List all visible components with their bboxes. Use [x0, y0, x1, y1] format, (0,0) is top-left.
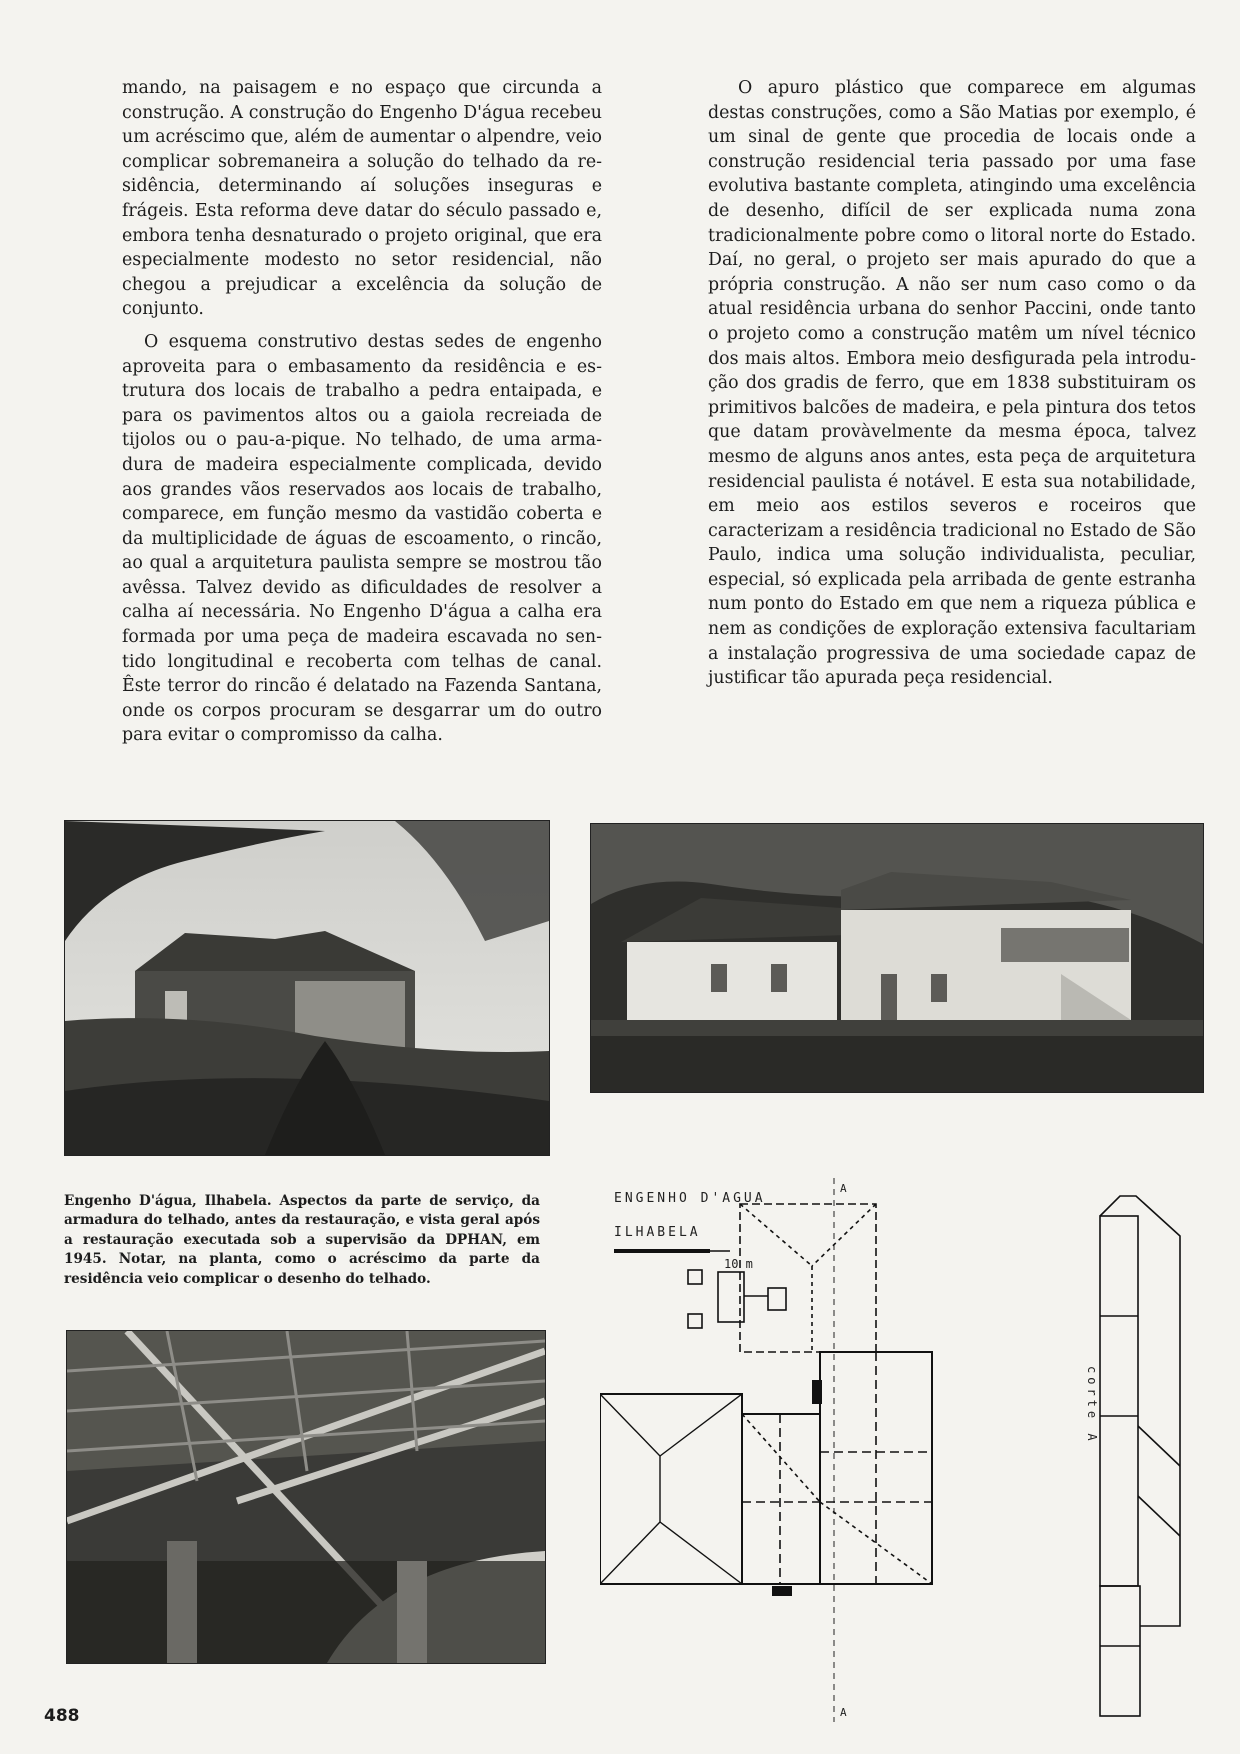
paragraph: mando, na paisagem e no espaço que circunda a construção. A construção do Engenho D'água recebeu um acréscimo que, além de aumentar o alpendre, veio complicar sobremaneira a solução do telhado da residência, determinando aí soluções inseguras e frágeis. Esta reforma deve datar do século passado e, embora tenha desnaturado o projeto original, que era especialmente modesto no setor residencial, não chegou a prejudicar a excelência da solução de conjunto. [122, 78, 602, 320]
section-drawing [1080, 1176, 1200, 1722]
photo-service-area [64, 820, 550, 1156]
plan-title: ENGENHO D'AGUA [614, 1191, 766, 1206]
photo-roof-framing-image [67, 1331, 545, 1663]
section-mark-top: A [840, 1182, 847, 1195]
photo-general-view-image [591, 824, 1203, 1092]
floor-plan [600, 1176, 1050, 1722]
left-text-column [122, 76, 602, 756]
floor-plan-drawing [600, 1176, 1050, 1722]
section-mark-bottom: A [840, 1706, 847, 1719]
paragraph: O esquema construtivo destas sedes de engenho aproveita para o embasamento da residência e estrutura dos locais de trabalho a pedra entaipada, e para os pavimentos altos ou a gaiola recreiada de tijolos ou o pau-a-pique. No telhado, de uma armadura de madeira especialmente complicada, devido aos grandes vãos reservados aos locais de trabalho, comparece, em função mesmo da vastidão coberta e da multiplicidade de águas de escoamento, o rincão, ao qual a arquitetura paulista sempre se mostrou tão avêssa. Talvez devido as dificuldades de resolver a calha aí necessária. No Engenho D'água a calha era formada por uma peça de madeira escavada no sentido longitudinal e recoberta com telhas de canal. Êste terror do rincão é delatado na Fazenda Santana, onde os corpos procuram se desgarrar um do outro para evitar o compromisso da calha. [122, 331, 602, 746]
paragraph: O apuro plástico que comparece em algumas destas construções, como a São Matias por exemplo, é um sinal de gente que procedia de locais onde a construção residencial teria passado por uma fase evolutiva bastante completa, atingindo uma excelência de desenho, difícil de ser explicada numa zona tradicionalmente pobre como o litoral norte do Estado. Daí, no geral, o projeto ser mais apurado do que a própria construção. A não ser num caso como o da atual residência urbana do senhor Paccini, onde tanto o projeto como a construção matêm um nível técnico dos mais altos. Embora meio desfigurada pela introdução dos gradis de ferro, que em 1838 substituiram os primitivos balcões de madeira, e pela pintura dos tetos que datam provàvelmente da mesma época, talvez mesmo de alguns anos antes, esta peça de arquitetura residencial paulista é notável. E esta sua notabilidade, em meio aos estilos severos e roceiros que caracterizam a residência tradicional no Estado de São Paulo, indica uma solução individualista, peculiar, especial, só explicada pela arribada de gente estranha num ponto do Estado em que nem a riqueza pública e nem as condições de exploração extensiva facultariam a instalação progressiva de uma sociedade capaz de justificar tão apurada peça residencial. [708, 78, 1196, 689]
right-text-column [708, 76, 1196, 699]
section-label: corte A [1085, 1366, 1099, 1445]
photo-service-area-image [65, 821, 549, 1155]
page-number: 488 [44, 1706, 80, 1726]
section-a-drawing [1080, 1176, 1200, 1722]
scale-label: 10 m [724, 1257, 753, 1271]
figure-caption: Engenho D'água, Ilhabela. Aspectos da parte de serviço, da armadura do telhado, antes da restauração, e vista geral após a restauração executada sob a supervisão da DPHAN, em 1945. Notar, na planta, como o acréscimo da parte da residência veio complicar o desenho do telhado. [64, 1193, 540, 1287]
plan-subtitle: ILHABELA [614, 1225, 701, 1240]
photo-roof-framing [66, 1330, 546, 1664]
photo-general-view [590, 823, 1204, 1093]
